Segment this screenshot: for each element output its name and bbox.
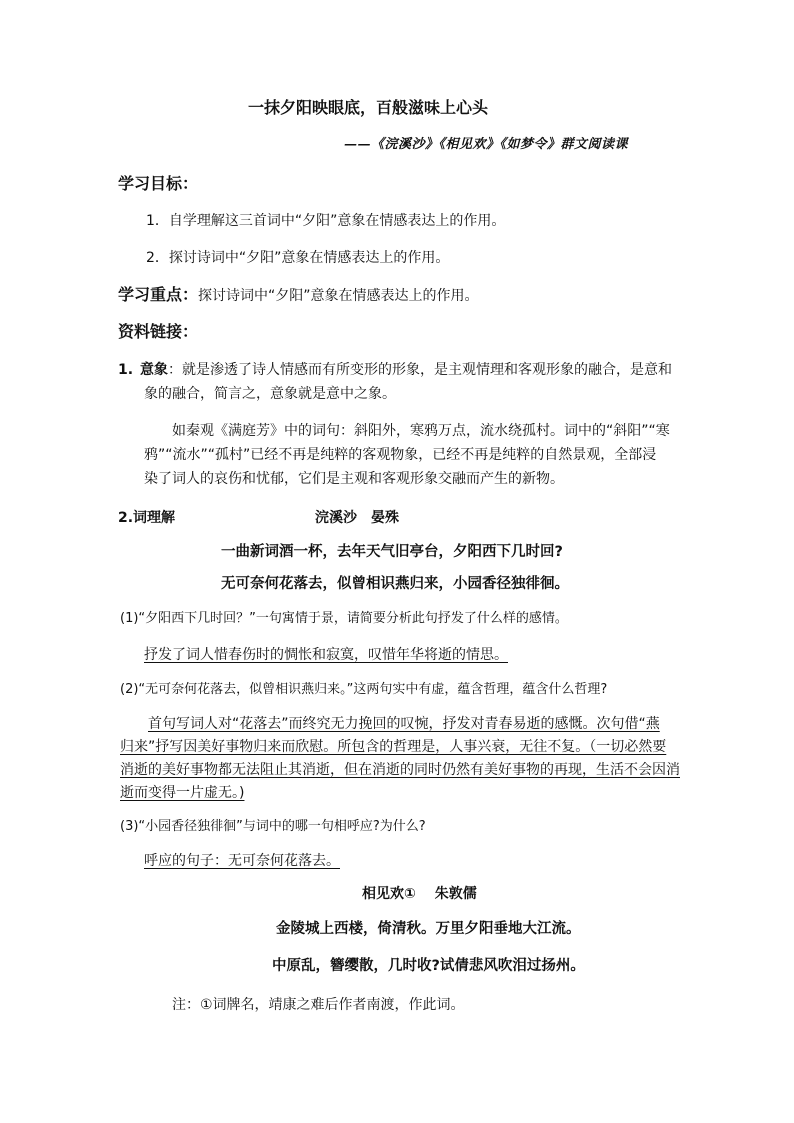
materials-heading: 资料链接： [118, 322, 199, 341]
question-1: (1)“夕阳西下几时回？”一句寓情于景，请简要分析此句抒发了什么样的感情。 [120, 611, 568, 626]
poem2-line-2: 中原乱，簪缨散，几时收?试倩悲风吹泪过扬州。 [272, 958, 585, 974]
example-line-1: 如秦观《满庭芳》中的词句：斜阳外，寒鸦万点，流水绕孤村。词中的“斜阳”“寒 [172, 423, 670, 439]
poem1-line-1: 一曲新词酒一杯，去年天气旧亭台，夕阳西下几时回? [221, 544, 563, 560]
poem1-line-2: 无可奈何花落去，似曾相识燕归来，小园香径独徘徊。 [221, 576, 569, 592]
goal-item-2: 2．探讨诗词中“夕阳”意象在情感表达上的作用。 [146, 250, 450, 266]
answer-3-line-1: 呼应的句子：无可奈何花落去。 [144, 853, 340, 869]
poem1-title: 浣溪沙 晏殊 [315, 510, 399, 526]
poem2-note: 注：①词牌名，靖康之难后作者南渡，作此词。 [172, 997, 465, 1013]
focus-heading: 学习重点： [118, 285, 199, 304]
question-2: (2)“无可奈何花落去，似曾相识燕归来。”这两句实中有虚，蕴含哲理，蕴含什么哲理? [120, 682, 608, 697]
answer-2-line-4: 逝而变得一片虚无。) [120, 785, 245, 801]
materials-item-1-line-1 [118, 360, 672, 380]
question-3: (3)“小园香径独徘徊”与词中的哪一句相呼应?为什么? [120, 819, 426, 834]
answer-1-line-1: 抒发了词人惜春伤时的惆怅和寂寞，叹惜年华将逝的情思。 [144, 647, 508, 663]
focus-row [118, 285, 479, 306]
poem2-line-1: 金陵城上西楼，倚清秋。万里夕阳垂地大江流。 [276, 921, 581, 937]
section-label: 2.词理解 [118, 510, 176, 526]
example-line-3: 染了词人的哀伤和忧郁，它们是主观和客观形象交融而产生的新物。 [144, 471, 564, 487]
goal-item-1: 1．自学理解这三首词中“夕阳”意象在情感表达上的作用。 [146, 213, 506, 229]
poem2-title: 相见欢① 朱敦儒 [362, 886, 477, 902]
page-subtitle: ——《浣溪沙》《相见欢》《如梦令》群文阅读课 [344, 137, 629, 152]
answer-2-line-1: 首句写词人对“花落去”而终究无力挽回的叹惋，抒发对青春易逝的感慨。次句借“燕 [148, 716, 660, 732]
materials-item-1-text: ：就是渗透了诗人情感而有所变形的形象，是主观情理和客观形象的融合，是意和 [168, 362, 672, 378]
materials-item-1-line-2: 象的融合，简言之，意象就是意中之象。 [144, 386, 396, 402]
answer-2-line-2: 归来”抒写因美好事物归来而欣慰。所包含的哲理是，人事兴衰，无往不复。（一切必然要 [120, 739, 667, 755]
materials-item-1-number: 1. [118, 362, 134, 378]
materials-item-1-term: 意象 [140, 362, 168, 378]
goals-heading: 学习目标： [118, 174, 199, 193]
answer-2-line-3: 消逝的美好事物都无法阻止其消逝，但在消逝的同时仍然有美好事物的再现，生活不会因消 [120, 762, 680, 778]
example-line-2: 鸦”“流水”“孤村”已经不再是纯粹的客观物象，已经不再是纯粹的自然景观，全部浸 [144, 447, 657, 463]
page-title: 一抹夕阳映眼底，百般滋味上心头 [248, 98, 489, 117]
focus-text: 探讨诗词中“夕阳”意象在情感表达上的作用。 [198, 288, 479, 304]
